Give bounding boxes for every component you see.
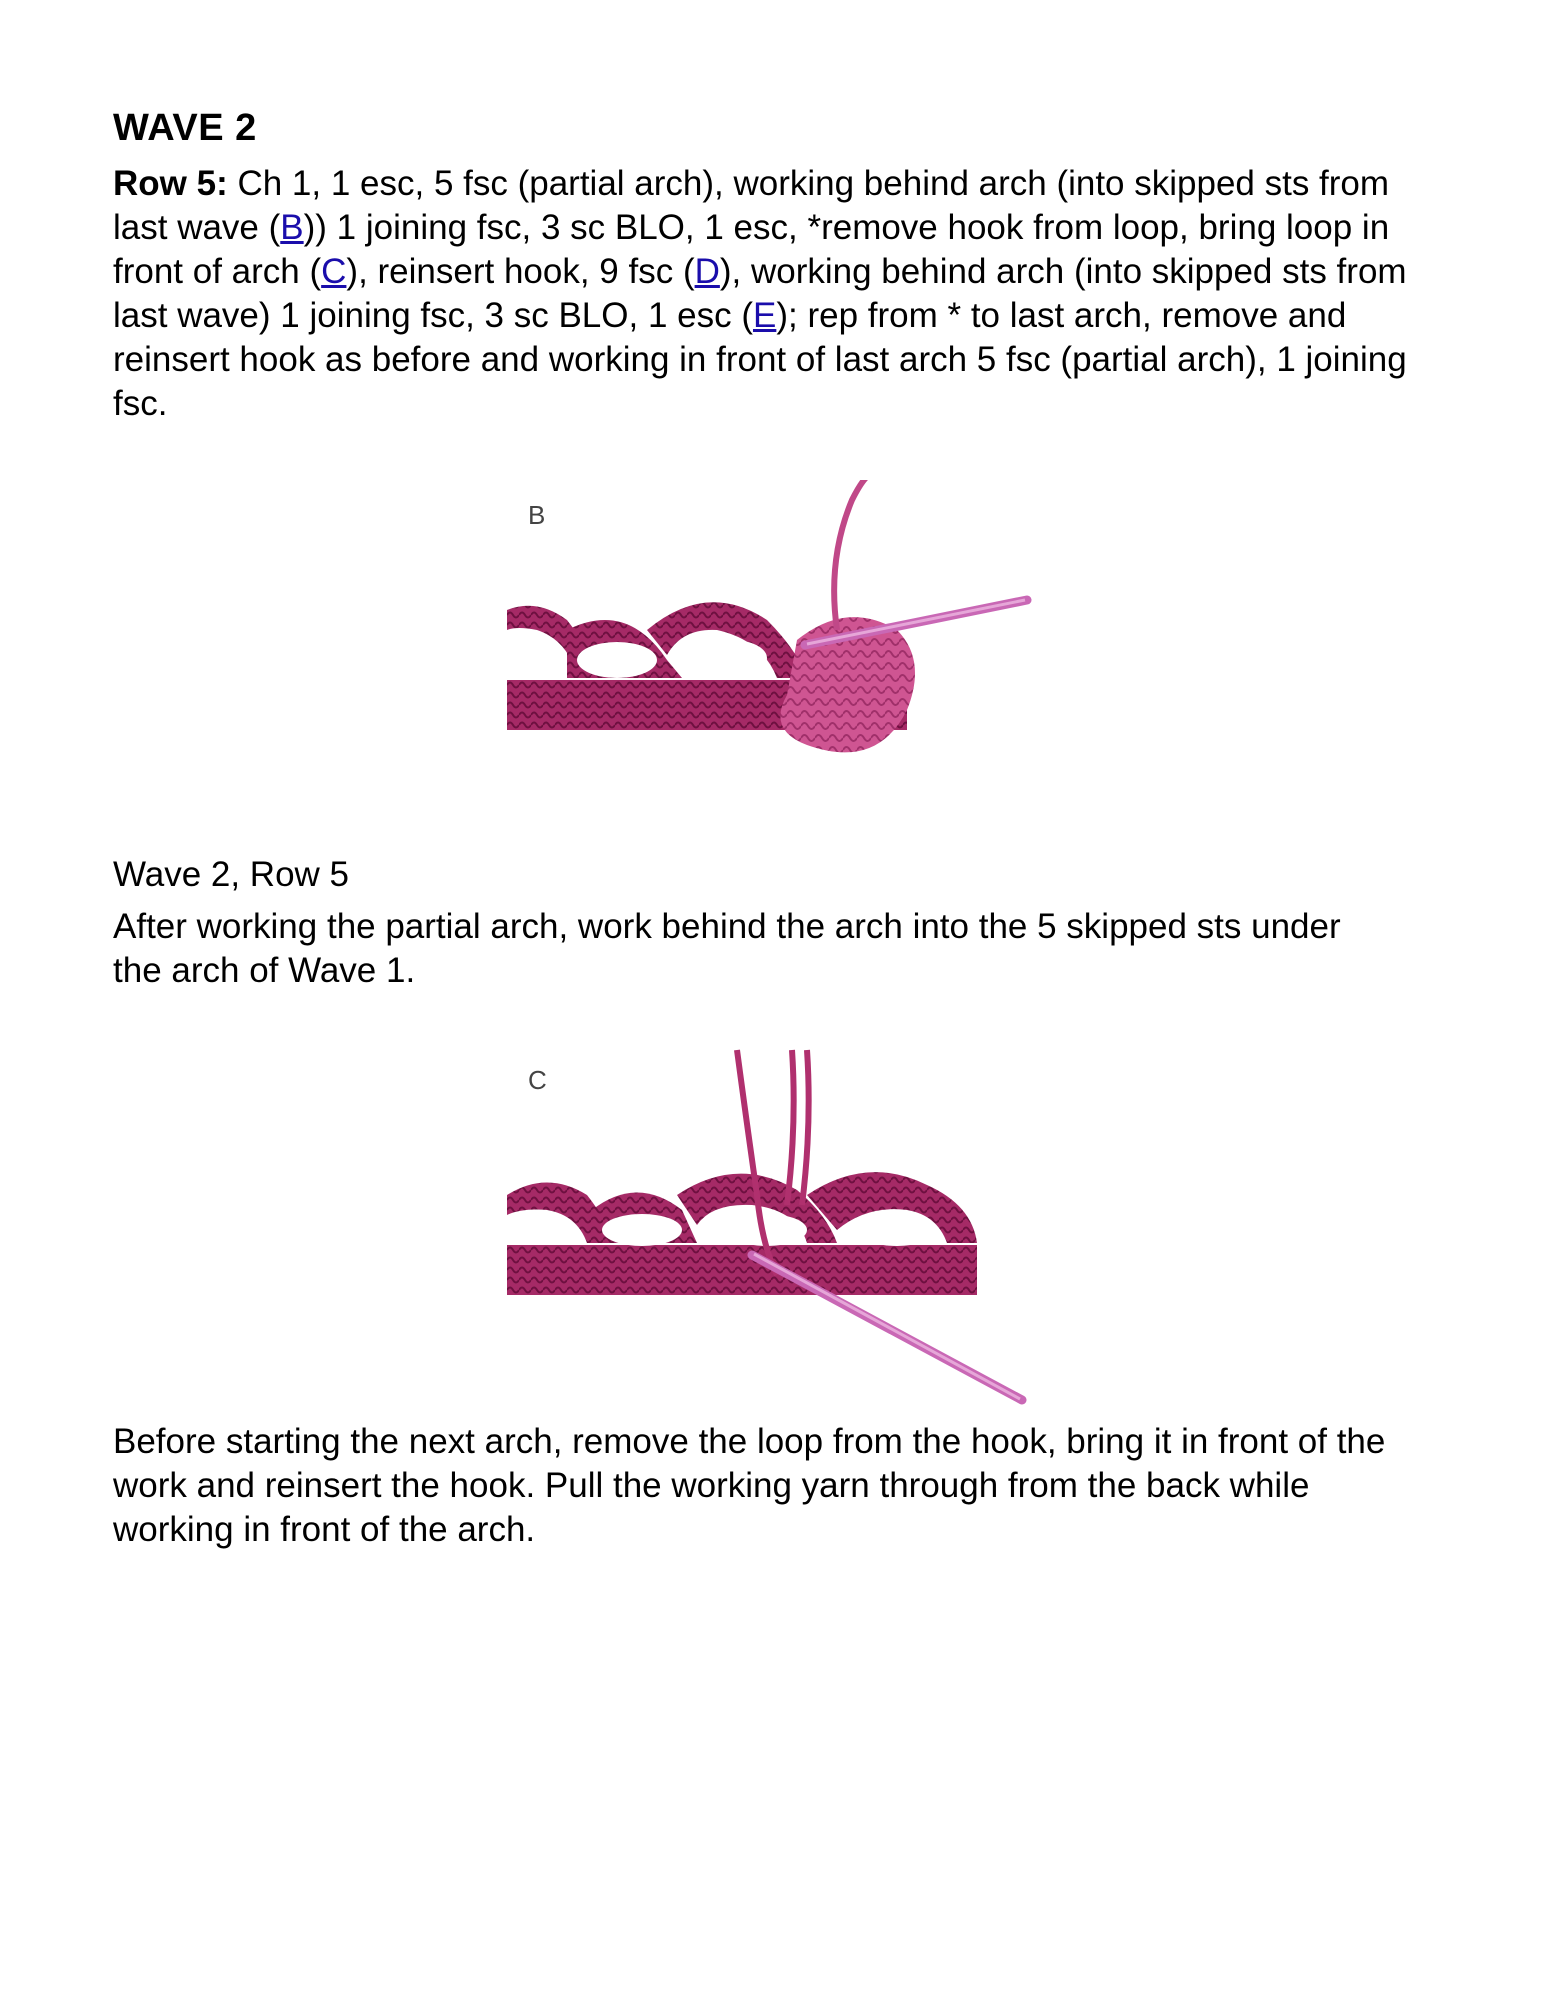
row5-label: Row 5: (113, 164, 228, 203)
crochet-photo-b (507, 480, 1035, 840)
row5-text-1: Ch 1, 1 esc, 5 fsc (partial arch), working behind arch (into skipped sts from last wave ( (113, 164, 1390, 247)
row5-text-3: ), reinsert hook, 9 fsc ( (346, 252, 695, 291)
caption-b-text: After working the partial arch, work behind the arch into the 5 skipped sts under the arch of Wave 1. (113, 907, 1341, 990)
photo-c-label: C (528, 1065, 547, 1095)
row5-text-5: ); rep from * to last arch, remove and reinsert hook as before and working in front of last arch 5 fsc (partial arch), 1 joining fsc. (113, 296, 1407, 423)
link-photo-e[interactable]: E (752, 296, 777, 335)
caption-c-text: Before starting the next arch, remove the loop from the hook, bring it in front of the work and reinsert the hook. Pull the working yarn through from the back while working in front of the arch. (113, 1422, 1386, 1549)
row5-text-2: )) 1 joining fsc, 3 sc BLO, 1 esc, *remove hook from loop, bring loop in front of arch ( (113, 208, 1390, 291)
caption-b-title: Wave 2, Row 5 (113, 855, 350, 894)
link-photo-c[interactable]: C (321, 252, 347, 291)
row5-text-4: ), working behind arch (into skipped sts from last wave) 1 joining fsc, 3 sc BLO, 1 esc ( (113, 252, 1407, 335)
link-photo-b[interactable]: B (280, 208, 304, 247)
photo-b (507, 480, 1035, 840)
link-photo-d[interactable]: D (694, 252, 720, 291)
section-heading: WAVE 2 (113, 107, 257, 149)
crochet-photo-c (507, 1045, 1035, 1415)
document-page (113, 100, 1443, 426)
row5-instructions (113, 162, 1443, 426)
photo-c (507, 1045, 1035, 1415)
photo-b-label: B (528, 500, 546, 530)
